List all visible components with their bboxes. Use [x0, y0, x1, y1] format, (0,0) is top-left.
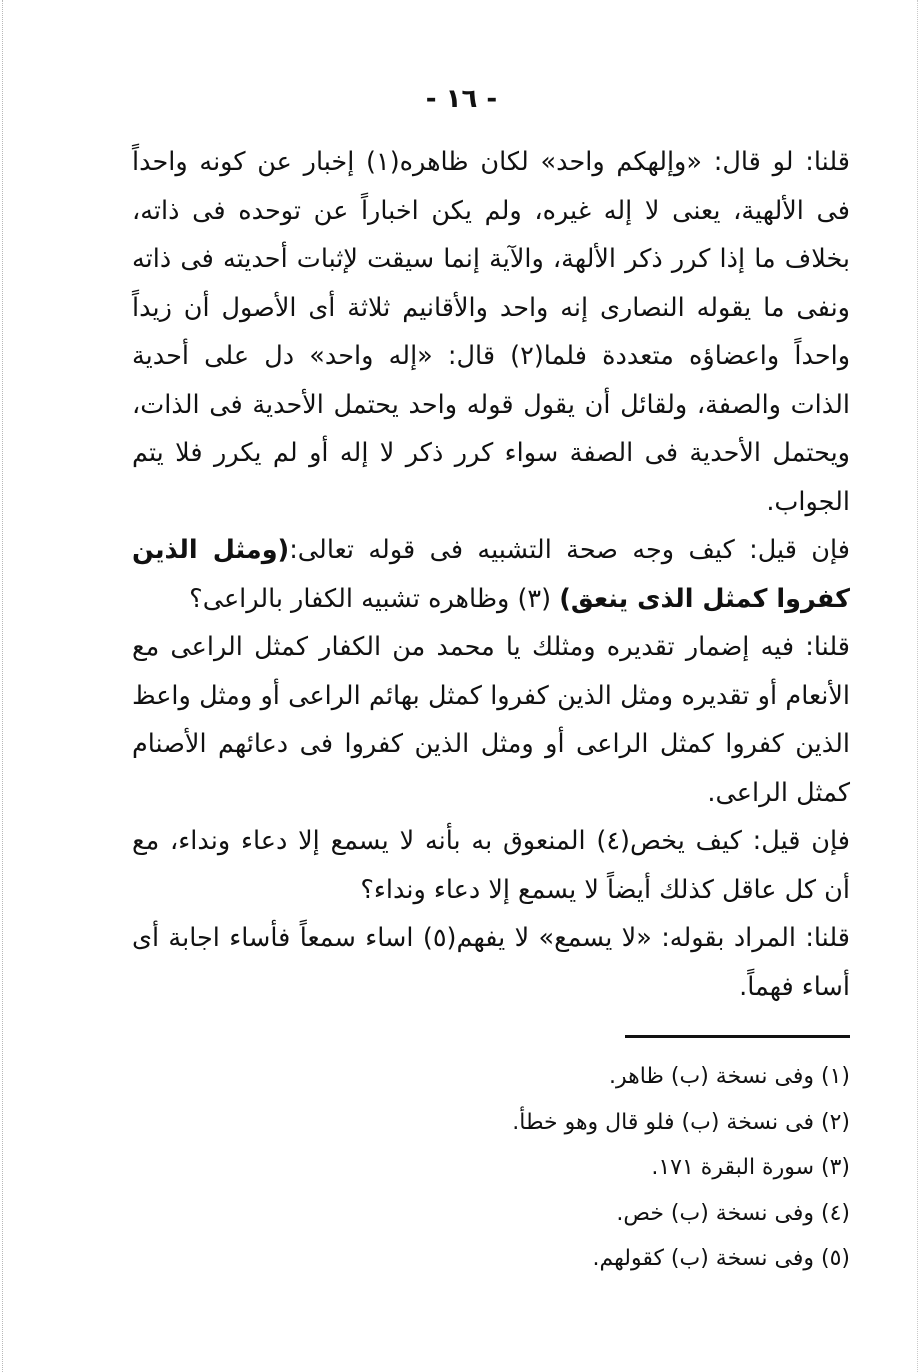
paragraph-answer-three: قلنا: المراد بقوله: «لا يسمع» لا يفهم(٥) اساء سمعاً فأساء اجابة أى أساء فهماً.: [132, 923, 851, 1002]
scan-edge-mark-right: [917, 0, 919, 1372]
footnotes: [300, 1054, 850, 1282]
paragraph-question-two: [132, 526, 850, 623]
paragraph-answer-two: قلنا: فيه إضمار تقديره ومثلك يا محمد من الكفار كمثل الراعى مع الأنعام أو تقديره ومثل الذين كفروا كمثل بهائم الراعى أو ومثل واعظ الذين كفروا كمثل الراعى أو ومثل الذين كفروا فى دعائهم الأصنام كمثل الراعى.: [132, 632, 850, 808]
footnote-item: (٤) وفى نسخة (ب) خص.: [616, 1200, 850, 1226]
paragraph-answer-one: قلنا: لو قال: «وإلهكم واحد» لكان ظاهره(١) إخبار عن كونه واحداً فى الألهية، يعنى لا إله غيره، ولم يكن اخباراً عن توحده فى ذاته، بخلاف ما إذا كرر ذكر الألهة، والآية إنما سيقت لإثبات أحديته فى ذاته ونفى ما يقوله النصارى إنه واحد والأقانيم ثلاثة أى الأصول أن زيداً واحداً واعضاؤه متعددة فلما(٢) قال: «إله واحد» دل على أحدية الذات والصفة، ولقائل أن يقول قوله واحد يحتمل الأحدية فى الذات، ويحتمل الأحدية فى الصفة سواء كرر ذكر لا إله أو لم يكرر فلا يتم الجواب.: [132, 147, 851, 517]
page-number: - ١٦ -: [425, 84, 498, 114]
paragraph-question-three: فإن قيل: كيف يخص(٤) المنعوق به بأنه لا يسمع إلا دعاء ونداء، مع أن كل عاقل كذلك أيضاً لا يسمع إلا دعاء ونداء؟: [132, 826, 850, 905]
question-two-intro: فإن قيل: كيف وجه صحة التشبيه فى قوله تعالى:: [289, 535, 850, 565]
footnote-separator: [625, 1035, 850, 1038]
footnote-item: (١) وفى نسخة (ب) ظاهر.: [608, 1064, 850, 1089]
footnote-ref-three: (٣): [509, 583, 560, 614]
footnote-item: (٥) وفى نسخة (ب) كقولهم.: [592, 1246, 850, 1271]
scan-edge-mark: [2, 0, 4, 1372]
quran-verse: (ومثل الذين كفروا كمثل الذى ينعق): [132, 535, 850, 614]
question-two-rest: وظاهره تشبيه الكفار بالراعى؟: [189, 583, 510, 614]
footnote-item: (٢) فى نسخة (ب) فلو قال وهو خطأ.: [512, 1109, 850, 1135]
main-text: [132, 138, 850, 1011]
footnote-item: (٣) سورة البقرة ١٧١.: [651, 1155, 850, 1180]
